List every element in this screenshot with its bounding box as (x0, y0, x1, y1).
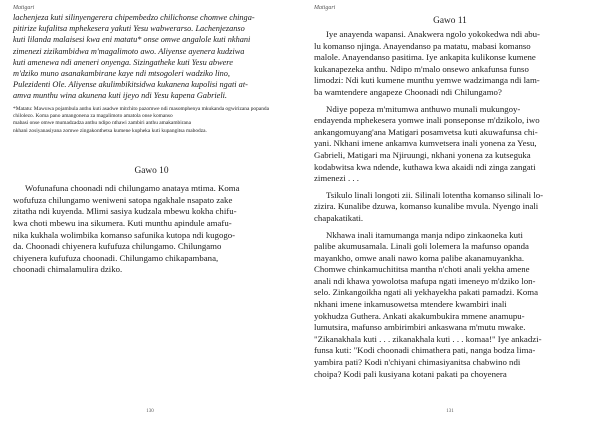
body-line: yokhudza Guthera. Ankati akakumbukira mmene anamupu- (314, 310, 525, 321)
body-line: ba wamtendere angapeze Choonadi ndi Chilungamo? (314, 86, 502, 97)
body-line: zimenezi . . . (314, 173, 359, 184)
italic-line: m'dziko muno asanakambirane kaye ndi mtsogoleri wadziko lino, (13, 69, 231, 79)
body-line: lu komanso njinga. Anayendanso pa matatu, mabasi komanso (314, 40, 531, 51)
body-line: choipa? Kodi pali kusiyana kotani pakati pa choyenera (314, 368, 507, 379)
body-line: nkhani imene inkamusowetsa mtendere kwambiri inali (314, 299, 507, 310)
body-line: lumutsira, mafunso ambirimbiri ankaswana m'mutu mwake. (314, 322, 526, 333)
body-line: Tsikulo linali longoti zii. Silinali lotentha komanso silinali lo- (326, 189, 544, 200)
footnote-line: mabasi onse omwe mumadzadza anthu ndipo nthawi zambiri anthu amakambirana (13, 120, 191, 127)
body-line: yambira pati? Kodi n'chiyani chimasiyanitsa chabwino ndi (314, 357, 521, 368)
body-line: Iye anayenda wapansi. Anakwera ngolo yokokedwa ndi abu- (326, 29, 540, 39)
right-page (300, 0, 600, 424)
body-line: kodabwitsa kwa ndende, kuthawa kwa akaidi ndi zinga zangati (314, 161, 536, 172)
chapter-title-10: Gawo 10 (134, 166, 169, 177)
body-line: Gabrieli, Matigari ma Njiruungi, nkhani yonena za kutseguka (314, 149, 531, 160)
footnote-line: *Matatu: Mawuwa pojambula anthu kuti asadwe mitchito pazomwe ndi masomphenya mkukanda ogwirizana popanda (13, 105, 269, 112)
body-line: yani. Nkhani imene ankamva kumvetsera inali yonena za Yesu, (314, 138, 537, 149)
body-line: mayankho, omwe anali nawo koma palibe akanamuyankha. (314, 252, 525, 263)
italic-line: lachenjeza kuti silinyengerera chipembedzo chilichonse chomwe chinga- (13, 13, 255, 22)
chapter-title-11: Gawo 11 (433, 16, 467, 26)
footnote-line: nkhani zosiyanasiyana zomwe zingakonthetsa kumene kupheka kuti kupangitsa mabodza. (13, 127, 207, 134)
body-line: zitatha ndi kuyenda. Mlimi sasiya kudzala mbewu kokha chifu- (13, 206, 237, 217)
left-running-head: Matigari (13, 5, 35, 11)
body-line: nika kukhala wolimbika komanso safunika kutopa ndi kugogo- (13, 229, 236, 240)
footnote-line: chilolezo. Koma pano amangonena za magalimoto amatola onse komanso (13, 113, 173, 120)
body-line: limodzi: Ndi kuti kumene munthu yemwe wadzimanga ndi lam- (314, 75, 540, 86)
body-line: zizira. Kunalibe dzuwa, komanso kunalibe mvula. Nyengo inali (314, 201, 539, 212)
body-line: palibe akumusamala. Linali goli lolemera la mafunso opanda (314, 241, 529, 252)
body-line: anali ndi khawa yowolotsa mafupa ngati imeneyo m'dziko lon- (314, 275, 536, 286)
body-line: Chomwe chinkamuchititsa mantha n'choti anali yekha amene (314, 264, 530, 275)
right-page-number: 131 (446, 409, 454, 414)
body-line: kukanapezeka anthu. Ndipo m'malo onsewo ankafunsa funso (314, 63, 529, 74)
italic-line: zimenezi zizikambidwa m'magalimoto awo. Aliyense ayenera kudziwa (13, 46, 245, 56)
left-page-number: 130 (146, 409, 154, 414)
italic-line: kuti lilanda malaisesi kwa eni matatu* onse omwe angalole kuti nkhani (13, 35, 251, 45)
body-line: selo. Zinkangoikha ngati ali yekhayekha pakati pamadzi. Koma (314, 287, 539, 298)
italic-line: amva munthu wina akunena kuti ijeyo ndi Yesu kapena Gabrieli. (13, 91, 228, 101)
body-line: Ndiye popeza m'mitumwa anthuwo munali mukungoy- (326, 103, 521, 114)
body-line: malole. Anayendanso pasitima. Iye ankapita kulikonse kumene (314, 52, 536, 63)
italic-line: pitirize kufalitsa mphekesera yakuti Yesu wabwerarso. Lachenjezanso (13, 24, 245, 34)
italic-line: Pulezidenti Ole. Aliyense akulimbikitsidwa kukanena kupolisi ngati at- (13, 80, 248, 90)
italic-line: kuti amenewa ndi aneneri onyenga. Sizingatheke kuti Yesu abwere (13, 57, 233, 67)
body-line: Wofunafuna choonadi ndi chilungamo anataya mtima. Koma (25, 183, 240, 194)
body-line: choonadi chimalamulira dziko. (13, 264, 123, 275)
footnote (13, 106, 290, 136)
body-line: da. Choonadi chiyenera kufufuza chilungamo. Chilungamo (13, 241, 222, 252)
body-line: chiyenera kufufuza choonadi. Chilungamo chikapambana, (13, 252, 219, 263)
body-line: ankangomuyang'ana Matigari posamvetsa kuti akuwafunsa chi- (314, 126, 538, 137)
body-line: wofufuza chilungamo weniweni satopa ngakhale nsapato zake (13, 194, 233, 205)
body-line: funsa kuti: "Kodi choonadi chimathera pati, nanga bodza lima- (314, 345, 536, 356)
body-line: "Zikanakhala kuti . . . zikanakhala kuti . . . komaa!" Iye ankadzi- (314, 333, 542, 344)
chapter-10-body (13, 183, 290, 276)
italic-notice (13, 12, 290, 102)
right-running-head: Matigari (314, 5, 336, 11)
body-line: kwa choti mbewu ina sikumera. Kuti munthu apindule amafu- (13, 218, 232, 229)
chapter-11-body (314, 29, 586, 380)
body-line: endayenda mphekesera yomwe inali ponseponse m'dzikolo, iwo (314, 115, 540, 126)
body-line: Nkhawa inali itamumanga manja ndipo zinkaoneka kuti (326, 229, 523, 240)
body-line: chapakatikati. (314, 212, 364, 223)
